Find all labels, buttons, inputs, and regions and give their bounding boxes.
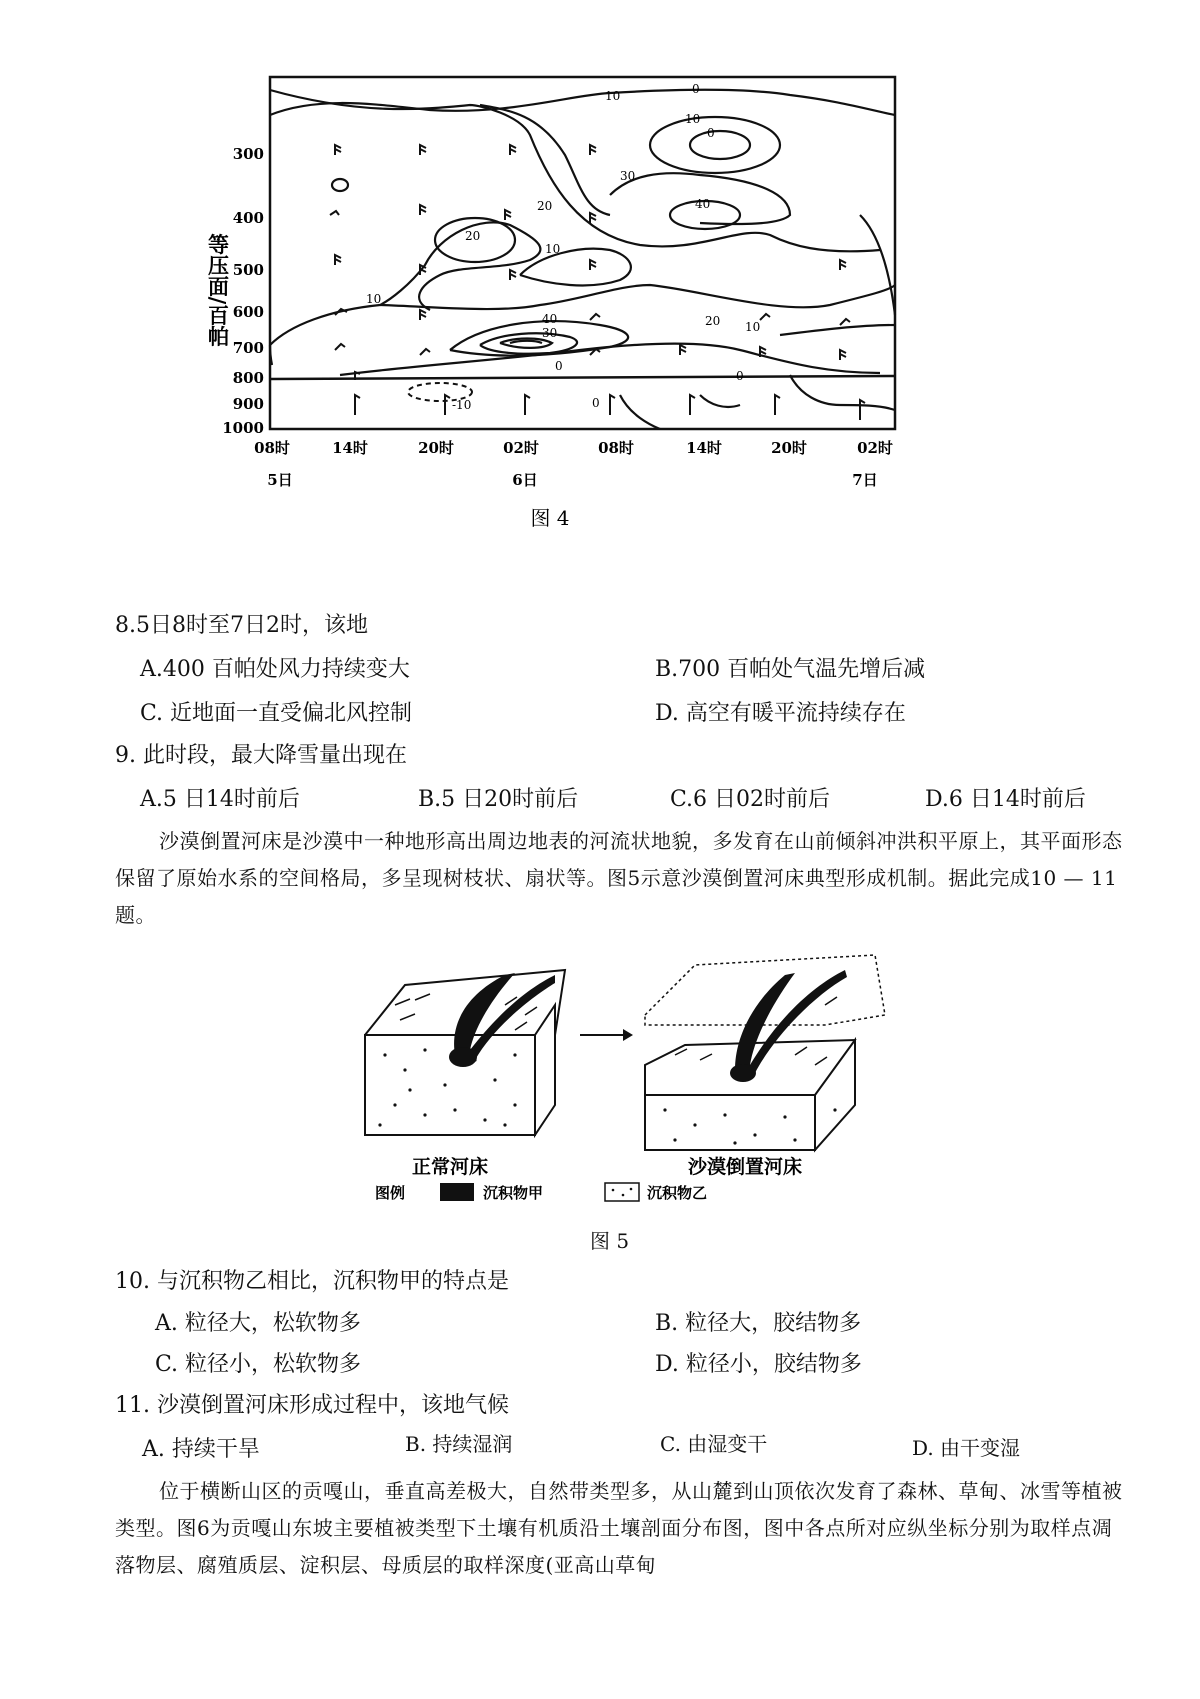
x-tick-label: 20时 xyxy=(771,439,807,457)
question-8-option-a: A.400 百帕处风力持续变大 xyxy=(140,657,410,682)
y-tick-label: 500 xyxy=(232,261,264,279)
inverted-riverbed-block xyxy=(645,955,885,1150)
figure-5-legend xyxy=(375,1183,707,1202)
contour-label: 0 xyxy=(692,82,700,96)
question-9-stem: 9. 此时段，最大降雪量出现在 xyxy=(115,743,407,768)
question-11-option-d: D. 由干变湿 xyxy=(912,1436,1021,1460)
contour-label: 10 xyxy=(366,292,382,306)
question-8-option-d: D. 高空有暖平流持续存在 xyxy=(655,701,906,726)
figure-4-caption: 图 4 xyxy=(530,506,570,530)
y-tick-label: 900 xyxy=(232,395,264,413)
legend-swatch-sediment-a xyxy=(440,1183,474,1201)
figure-5-diagram xyxy=(355,945,945,1205)
contour-label: 0 xyxy=(592,396,600,410)
x-tick-label: 08时 xyxy=(598,439,634,457)
contour-label: 40 xyxy=(542,312,558,326)
question-11-option-b: B. 持续湿润 xyxy=(405,1432,513,1456)
x-tick-label: 02时 xyxy=(857,439,893,457)
x-tick-label: 14时 xyxy=(686,439,722,457)
y-tick-label: 800 xyxy=(232,369,264,387)
question-9-option-a: A.5 日14时前后 xyxy=(140,787,300,812)
contour-label: 0 xyxy=(707,126,715,140)
contour-label: 10 xyxy=(685,112,701,126)
legend-title: 图例 xyxy=(375,1184,406,1202)
passage-inverted-riverbed xyxy=(115,823,1125,934)
transition-arrow xyxy=(580,1029,633,1041)
question-10-option-a: A. 粒径大，松软物多 xyxy=(155,1311,361,1336)
figure-4-contour-chart xyxy=(180,75,980,535)
legend-swatch-sediment-b xyxy=(605,1183,639,1201)
day-label: 6日 xyxy=(512,471,538,489)
question-8-option-c: C. 近地面一直受偏北风控制 xyxy=(140,701,413,726)
x-tick-label: 14时 xyxy=(332,439,368,457)
passage-gongga-mountain-text: 位于横断山区的贡嘎山，垂直高差极大，自然带类型多，从山麓到山顶依次发育了森林、草甸、冰雪等植被类型。图6为贡嘎山东坡主要植被类型下土壤有机质沿土壤剖面分布图，图中各点所对应纵坐标分别为取样点凋落物层、腐殖质层、淀积层、母质层的取样深度(亚高山草甸 xyxy=(115,1479,1123,1577)
normal-riverbed-block xyxy=(365,970,565,1135)
question-10-stem: 10. 与沉积物乙相比，沉积物甲的特点是 xyxy=(115,1269,509,1294)
contour-label: 20 xyxy=(705,314,721,328)
question-8-stem: 8.5日8时至7日2时，该地 xyxy=(115,613,368,638)
x-tick-label: 20时 xyxy=(418,439,454,457)
passage-gongga-mountain xyxy=(115,1473,1125,1584)
x-tick-label: 08时 xyxy=(254,439,290,457)
contour-label: 30 xyxy=(620,169,636,183)
contour-label: 10 xyxy=(605,89,621,103)
contour-label: 10 xyxy=(745,320,761,334)
y-tick-label: 300 xyxy=(232,145,264,163)
y-axis-label: 等压面/百帕 xyxy=(205,233,231,347)
contour-label: 20 xyxy=(537,199,553,213)
question-11-option-c: C. 由湿变干 xyxy=(660,1432,768,1456)
question-9-option-d: D.6 日14时前后 xyxy=(925,787,1086,812)
y-tick-label: 400 xyxy=(232,209,264,227)
label-normal-riverbed: 正常河床 xyxy=(411,1156,489,1178)
x-tick-label: 02时 xyxy=(503,439,539,457)
x-ticks xyxy=(254,439,893,457)
question-9-option-b: B.5 日20时前后 xyxy=(418,787,579,812)
passage-inverted-riverbed-text: 沙漠倒置河床是沙漠中一种地形高出周边地表的河流状地貌，多发育在山前倾斜冲洪积平原上，其平面形态保留了原始水系的空间格局，多呈现树枝状、扇状等。图5示意沙漠倒置河床典型形成机制。据此完成10 — 11题。 xyxy=(115,829,1123,927)
question-10-option-c: C. 粒径小，松软物多 xyxy=(155,1352,362,1377)
question-10-option-d: D. 粒径小，胶结物多 xyxy=(655,1352,862,1377)
day-label: 7日 xyxy=(852,471,878,489)
contour-label: 0 xyxy=(555,359,563,373)
y-tick-label: 1000 xyxy=(222,419,264,437)
question-8-option-b: B.700 百帕处气温先增后减 xyxy=(655,657,926,682)
legend-sediment-b: 沉积物乙 xyxy=(647,1184,708,1202)
contour-label: -10 xyxy=(452,398,472,412)
question-10-option-b: B. 粒径大，胶结物多 xyxy=(655,1311,862,1336)
question-11-option-a: A. 持续干旱 xyxy=(142,1437,260,1462)
contour-label-group xyxy=(366,82,760,412)
contour-label: 30 xyxy=(542,326,558,340)
day-label: 5日 xyxy=(267,471,293,489)
y-tick-label: 600 xyxy=(232,303,264,321)
contour-label: 20 xyxy=(465,229,481,243)
y-tick-label: 700 xyxy=(232,339,264,357)
contour-label: 0 xyxy=(736,369,744,383)
contour-label: 10 xyxy=(545,242,561,256)
surface-line xyxy=(270,376,895,379)
question-9-option-c: C.6 日02时前后 xyxy=(670,787,831,812)
label-inverted-riverbed: 沙漠倒置河床 xyxy=(687,1156,803,1178)
legend-sediment-a: 沉积物甲 xyxy=(483,1184,544,1202)
question-11-stem: 11. 沙漠倒置河床形成过程中，该地气候 xyxy=(115,1393,509,1418)
figure-5-caption: 图 5 xyxy=(590,1229,630,1253)
contour-label: 40 xyxy=(695,197,711,211)
day-labels xyxy=(267,471,877,489)
